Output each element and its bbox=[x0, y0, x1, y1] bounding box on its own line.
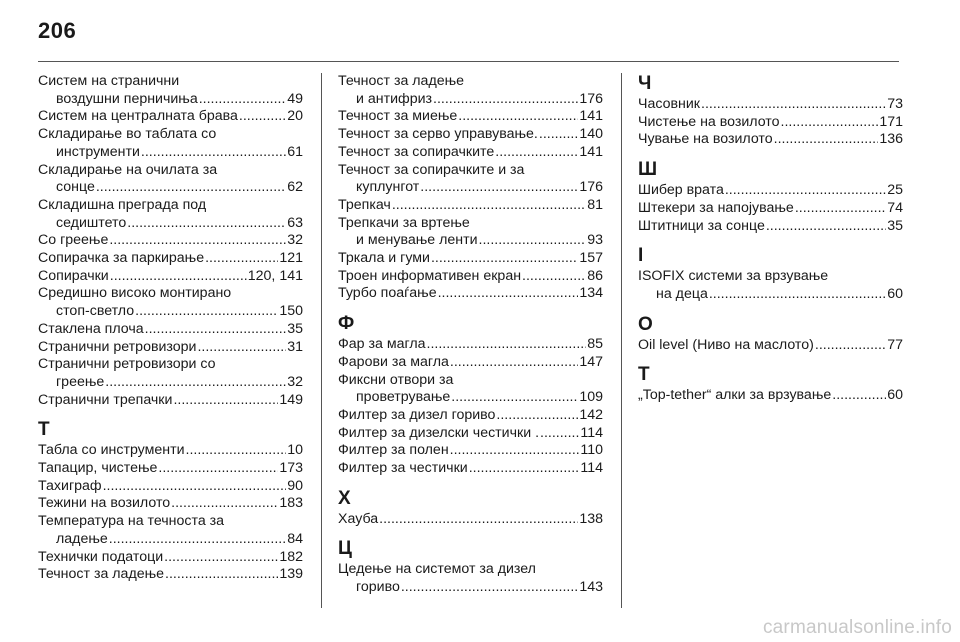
page-reference: 35 bbox=[887, 217, 903, 234]
watermark: carmanualsonline.info bbox=[762, 617, 952, 638]
dot-leader bbox=[479, 232, 587, 250]
dot-leader bbox=[110, 268, 247, 286]
entry-text: Складишна преграда под bbox=[38, 196, 207, 213]
entry-text: Сопирачка за паркирање bbox=[38, 250, 205, 267]
entry-text: Фиксни отвори за bbox=[338, 371, 454, 388]
index-entry bbox=[338, 268, 603, 286]
entry-text: ISOFIX системи за врзување bbox=[638, 268, 829, 285]
index-entry bbox=[338, 144, 603, 162]
index-entry bbox=[638, 96, 903, 114]
index-entry bbox=[38, 566, 303, 584]
dot-leader bbox=[145, 321, 287, 339]
section-letter: I bbox=[638, 245, 644, 267]
index-column-1 bbox=[38, 73, 303, 584]
entry-text: Технички податоци bbox=[38, 548, 164, 565]
page-reference: 49 bbox=[287, 90, 303, 107]
entry-text: Штекери за напојување bbox=[638, 199, 794, 216]
dot-leader bbox=[96, 179, 286, 197]
page-reference: 25 bbox=[887, 182, 903, 199]
index-entry bbox=[38, 162, 303, 197]
dot-leader bbox=[496, 407, 578, 425]
entry-text: сонце bbox=[56, 179, 95, 196]
entry-text: и антифриз bbox=[356, 90, 433, 107]
page-reference: 10 bbox=[287, 442, 303, 459]
dot-leader bbox=[420, 179, 578, 197]
entry-text: проветрување bbox=[356, 389, 451, 406]
entry-text: Средишно високо монтирано bbox=[38, 285, 232, 302]
entry-text: ладење bbox=[56, 530, 108, 547]
page-reference: 31 bbox=[287, 338, 303, 355]
dot-leader bbox=[401, 579, 578, 597]
dot-leader bbox=[427, 336, 587, 354]
page-reference: 121 bbox=[279, 250, 303, 267]
entry-text: Систем на централната брава bbox=[38, 108, 238, 125]
dot-leader bbox=[540, 425, 579, 443]
page-reference: 62 bbox=[287, 179, 303, 196]
index-entry bbox=[338, 561, 603, 596]
page-reference: 114 bbox=[580, 424, 603, 441]
entry-text: Температура на течноста за bbox=[38, 513, 225, 530]
page-reference: 176 bbox=[579, 90, 603, 107]
index-entry bbox=[38, 339, 303, 357]
index-entry bbox=[338, 126, 603, 144]
page-reference: 110 bbox=[580, 442, 603, 459]
page-reference: 176 bbox=[579, 179, 603, 196]
entry-text: Странични ретровизори со bbox=[38, 356, 216, 373]
entry-text: Турбо поаѓање bbox=[338, 285, 437, 302]
dot-leader bbox=[458, 108, 578, 126]
page-reference: 86 bbox=[587, 267, 603, 284]
page-reference: 20 bbox=[287, 108, 303, 125]
dot-leader bbox=[522, 268, 586, 286]
dot-leader bbox=[141, 144, 286, 162]
dot-leader bbox=[186, 442, 287, 460]
page-reference: 85 bbox=[587, 336, 603, 353]
entry-text: Хауба bbox=[338, 510, 379, 527]
index-entry bbox=[38, 285, 303, 320]
entry-text: седиштето bbox=[56, 214, 127, 231]
entry-text: „Top-tether“ алки за врзување bbox=[638, 387, 832, 404]
entry-text: Чување на возилото bbox=[638, 131, 773, 148]
index-entry bbox=[38, 321, 303, 339]
index-entry bbox=[338, 215, 603, 250]
column-divider bbox=[321, 73, 322, 608]
page-reference: 60 bbox=[887, 387, 903, 404]
entry-text: Фарови за магла bbox=[338, 353, 449, 370]
dot-leader bbox=[127, 215, 286, 233]
index-entry bbox=[638, 387, 903, 405]
dot-leader bbox=[109, 531, 286, 549]
dot-leader bbox=[392, 197, 586, 215]
index-entry bbox=[38, 73, 303, 108]
dot-leader bbox=[164, 549, 278, 567]
index-entry bbox=[38, 495, 303, 513]
entry-text: инструменти bbox=[56, 143, 140, 160]
entry-text: Филтер за дизел гориво bbox=[338, 406, 496, 423]
page-reference: 143 bbox=[579, 579, 603, 596]
entry-text: на деца bbox=[656, 285, 708, 302]
index-entry bbox=[338, 197, 603, 215]
entry-text: Стаклена плоча bbox=[38, 320, 144, 337]
dot-leader bbox=[171, 495, 278, 513]
index-entry bbox=[38, 392, 303, 410]
entry-text: стоп-светло bbox=[56, 303, 135, 320]
index-column-3 bbox=[638, 73, 903, 405]
index-entry bbox=[38, 442, 303, 460]
entry-text: Oil level (Ниво на маслото) bbox=[638, 336, 814, 353]
dot-leader bbox=[239, 108, 286, 126]
index-entry bbox=[338, 354, 603, 372]
section-letter: Х bbox=[338, 487, 351, 509]
section-letter: Ч bbox=[638, 73, 652, 94]
index-entry bbox=[338, 250, 603, 268]
page-reference: 60 bbox=[887, 285, 903, 302]
page-reference: 81 bbox=[587, 196, 603, 213]
index-entry bbox=[338, 407, 603, 425]
index-entry bbox=[38, 460, 303, 478]
page-reference: 147 bbox=[579, 353, 603, 370]
page-reference: 32 bbox=[287, 373, 303, 390]
page-reference: 63 bbox=[287, 214, 303, 231]
dot-leader bbox=[795, 200, 886, 218]
index-entry bbox=[338, 162, 603, 197]
page-reference: 182 bbox=[279, 548, 303, 565]
page-reference: 35 bbox=[287, 320, 303, 337]
dot-leader bbox=[205, 250, 278, 268]
page-reference: 73 bbox=[887, 96, 903, 112]
dot-leader bbox=[725, 182, 886, 200]
dot-leader bbox=[433, 91, 578, 109]
entry-text: Со греење bbox=[38, 232, 109, 249]
page-reference: 173 bbox=[279, 460, 303, 477]
index-entry bbox=[638, 182, 903, 200]
entry-text: Сопирачки bbox=[38, 267, 109, 284]
dot-leader bbox=[781, 114, 879, 132]
dot-leader bbox=[158, 460, 278, 478]
dot-leader bbox=[815, 337, 886, 355]
index-entry bbox=[338, 442, 603, 460]
entry-text: гориво bbox=[356, 579, 400, 596]
entry-text: Течност за сопирачките и за bbox=[338, 161, 525, 178]
entry-text: Филтер за честички bbox=[338, 460, 468, 477]
entry-text: Филтер за полен bbox=[338, 442, 449, 459]
index-entry bbox=[638, 131, 903, 149]
section-letter: Ц bbox=[338, 538, 352, 560]
entry-text: Складирање во таблата со bbox=[38, 126, 217, 143]
dot-leader bbox=[173, 392, 278, 410]
index-entry bbox=[338, 511, 603, 529]
index-entry bbox=[38, 126, 303, 161]
index-entry bbox=[638, 218, 903, 236]
section-letter: O bbox=[638, 313, 653, 335]
entry-text: Течност за миење bbox=[338, 108, 458, 125]
entry-text: Течност за ладење bbox=[338, 73, 465, 89]
page-reference: 183 bbox=[279, 495, 303, 512]
index-entry bbox=[338, 285, 603, 303]
index-column-2 bbox=[338, 73, 603, 597]
entry-text: Течност за ладење bbox=[38, 566, 165, 583]
page-reference: 114 bbox=[580, 460, 603, 477]
page-reference: 61 bbox=[287, 143, 303, 160]
page-reference: 141 bbox=[579, 108, 603, 125]
section-letter: Ф bbox=[338, 313, 355, 335]
entry-text: Странични ретровизори bbox=[38, 338, 197, 355]
entry-text: Филтер за дизелски честички . bbox=[338, 424, 540, 441]
index-entry bbox=[38, 478, 303, 496]
page-reference: 141 bbox=[579, 143, 603, 160]
index-entry bbox=[638, 268, 903, 303]
header-rule bbox=[38, 61, 899, 62]
page-reference: 90 bbox=[287, 477, 303, 494]
index-entry bbox=[338, 460, 603, 478]
entry-text: Часовник bbox=[638, 96, 700, 112]
dot-leader bbox=[103, 478, 287, 496]
index-entry bbox=[338, 73, 603, 108]
entry-text: Тапацир, чистење bbox=[38, 460, 158, 477]
dot-leader bbox=[197, 339, 286, 357]
section-letter: T bbox=[638, 364, 650, 386]
page-reference: 150 bbox=[279, 303, 303, 320]
dot-leader bbox=[379, 511, 578, 529]
dot-leader bbox=[709, 286, 886, 304]
dot-leader bbox=[451, 389, 578, 407]
dot-leader bbox=[495, 144, 578, 162]
index-entry bbox=[38, 108, 303, 126]
dot-leader bbox=[774, 131, 879, 149]
dot-leader bbox=[165, 566, 278, 584]
page-reference: 120, 141 bbox=[247, 267, 303, 284]
dot-leader bbox=[438, 285, 579, 303]
entry-text: и менување ленти bbox=[356, 232, 478, 249]
page-reference: 136 bbox=[879, 131, 903, 148]
index-entry bbox=[338, 372, 603, 407]
section-letter: Ш bbox=[638, 159, 658, 181]
index-entry bbox=[38, 268, 303, 286]
dot-leader bbox=[450, 442, 580, 460]
page-reference: 142 bbox=[579, 406, 603, 423]
entry-text: Тежини на возилото bbox=[38, 495, 171, 512]
entry-text: Тахиграф bbox=[38, 477, 102, 494]
index-entry bbox=[338, 425, 603, 443]
page-reference: 157 bbox=[579, 250, 603, 267]
page-reference: 77 bbox=[887, 336, 903, 353]
entry-text: Складирање на очилата за bbox=[38, 161, 218, 178]
index-entry bbox=[38, 232, 303, 250]
section-letter: Т bbox=[38, 419, 50, 441]
entry-text: Чистење на возилото bbox=[638, 113, 780, 130]
index-entry bbox=[338, 336, 603, 354]
page-reference: 140 bbox=[579, 126, 603, 143]
entry-text: Штитници за сонце bbox=[638, 217, 765, 234]
dot-leader bbox=[109, 232, 286, 250]
index-entry bbox=[38, 356, 303, 391]
entry-text: куплунгот bbox=[356, 179, 420, 196]
entry-text: Тркала и гуми bbox=[338, 250, 430, 267]
dot-leader bbox=[766, 218, 886, 236]
page-reference: 134 bbox=[579, 285, 603, 302]
index-entry bbox=[38, 197, 303, 232]
entry-text: Странични трепачки bbox=[38, 391, 173, 408]
entry-text: воздушни перничиња bbox=[56, 90, 198, 107]
entry-text: Течност за сопирачките bbox=[338, 143, 495, 160]
dot-leader bbox=[469, 460, 580, 478]
dot-leader bbox=[539, 126, 578, 144]
index-entry bbox=[338, 108, 603, 126]
page-number: 206 bbox=[38, 18, 77, 43]
page-reference: 139 bbox=[279, 566, 303, 583]
dot-leader bbox=[701, 96, 886, 114]
entry-text: Систем на странични bbox=[38, 73, 180, 89]
dot-leader bbox=[199, 91, 287, 109]
entry-text: Течност за серво управување. bbox=[338, 126, 538, 143]
page-reference: 149 bbox=[279, 391, 303, 408]
dot-leader bbox=[450, 354, 578, 372]
index-entry bbox=[38, 513, 303, 548]
page-reference: 84 bbox=[287, 530, 303, 547]
dot-leader bbox=[105, 374, 286, 392]
page-reference: 93 bbox=[587, 232, 603, 249]
entry-text: Табла со инструменти bbox=[38, 442, 185, 459]
entry-text: греење bbox=[56, 373, 105, 390]
page-reference: 74 bbox=[887, 199, 903, 216]
entry-text: Шибер врата bbox=[638, 182, 724, 199]
column-divider bbox=[621, 73, 622, 608]
index-entry bbox=[38, 549, 303, 567]
entry-text: Трепкач bbox=[338, 196, 391, 213]
page-reference: 171 bbox=[879, 113, 903, 130]
page-reference: 32 bbox=[287, 232, 303, 249]
entry-text: Цедење на системот за дизел bbox=[338, 561, 536, 578]
index-entry bbox=[638, 200, 903, 218]
entry-text: Трепкачи за вртење bbox=[338, 214, 470, 231]
dot-leader bbox=[832, 387, 886, 405]
page-reference: 109 bbox=[579, 389, 603, 406]
dot-leader bbox=[135, 303, 278, 321]
entry-text: Троен информативен екран bbox=[338, 267, 522, 284]
index-entry bbox=[38, 250, 303, 268]
index-entry bbox=[638, 337, 903, 355]
dot-leader bbox=[431, 250, 578, 268]
page-reference: 138 bbox=[579, 510, 603, 527]
entry-text: Фар за магла bbox=[338, 336, 426, 353]
index-entry bbox=[638, 114, 903, 132]
